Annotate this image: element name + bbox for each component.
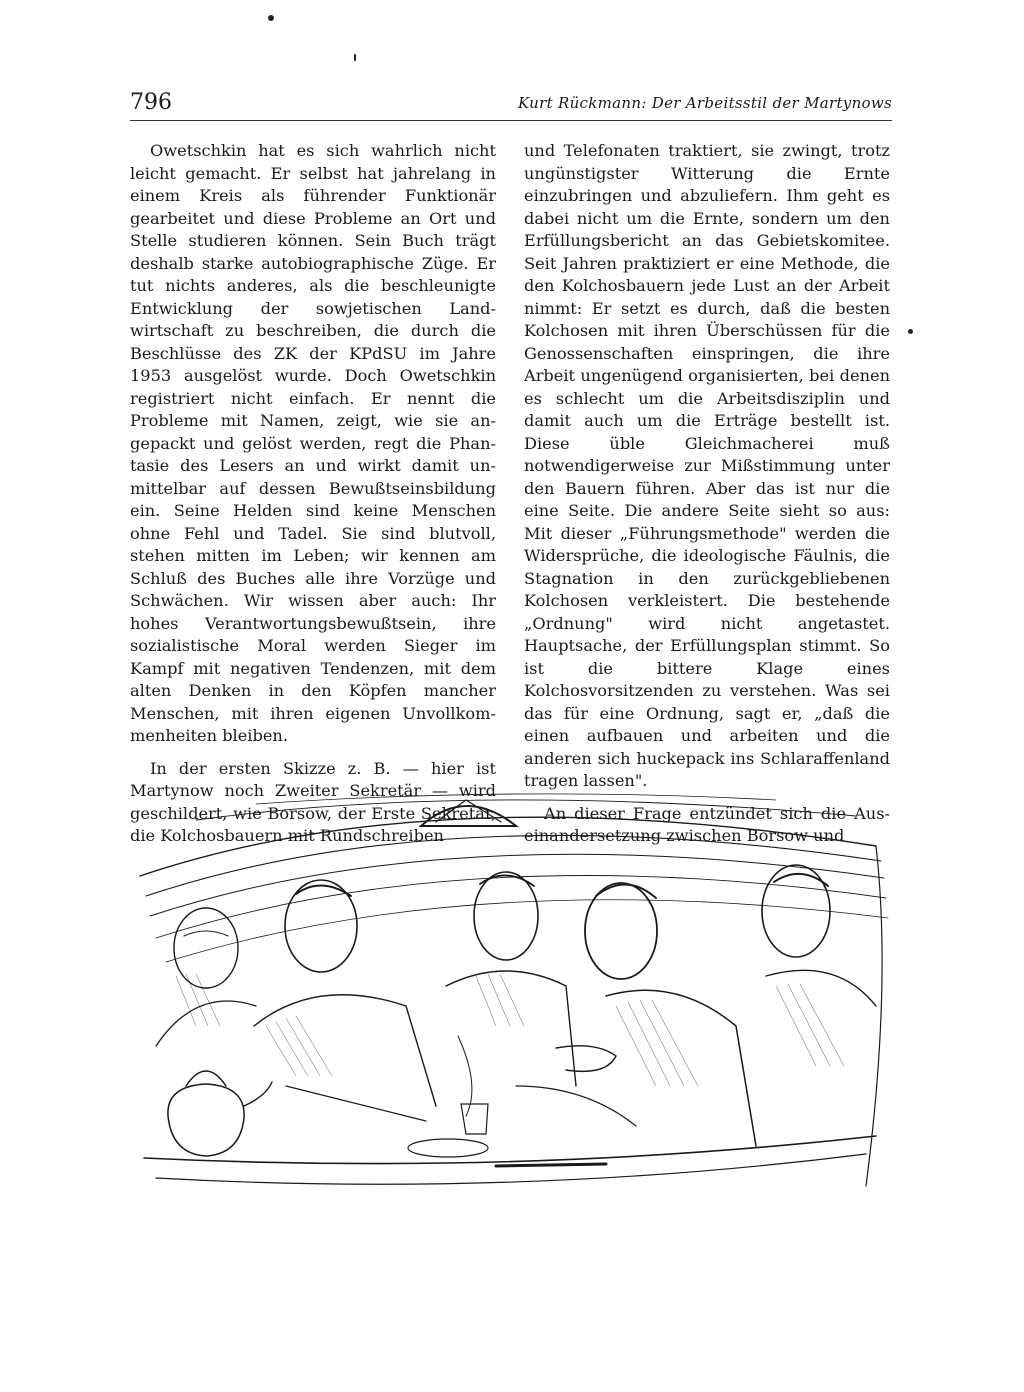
page-header <box>130 86 892 120</box>
page-number: 796 <box>130 90 172 115</box>
ink-speck <box>908 329 913 334</box>
text-column-left <box>130 140 496 858</box>
paragraph: Owetschkin hat es sich wahrlich nicht leicht gemacht. Er selbst hat jahrelang in einem Kreis als führender Funktionär gearbeitet und diese Probleme an Ort und Stelle studieren können. Sein Buch trägt deshalb starke autobiographische Züge. Er tut nichts anderes, als die beschleunigte Entwicklung der sowjetischen Landwirtschaft zu beschreiben, die durch die Beschlüsse des ZK der KPdSU im Jahre 1953 ausgelöst wurde. Doch Owetschkin registriert nicht einfach. Er nennt die Probleme mit Namen, zeigt, wie sie angepackt und gelöst werden, regt die Phantasie des Lesers an und wirkt damit unmittelbar auf dessen Bewußtseinsbildung ein. Seine Helden sind keine Menschen ohne Fehl und Tadel. Sie sind blutvoll, stehen mitten im Leben; wir kennen am Schluß des Buches alle ihre Vorzüge und Schwächen. Wir wissen aber auch: Ihr hohes Verantwortungsbewußtsein, ihre sozialistische Moral werden Sieger im Kampf mit negativen Tendenzen, mit dem alten Denken in den Köpfen mancher Menschen, mit ihren eigenen Unvollkommenheiten bleiben. <box>130 141 496 745</box>
running-head: Kurt Rückmann: Der Arbeitsstil der Martynows <box>517 94 892 112</box>
pen-sketch-illustration-icon <box>136 786 894 1204</box>
pen-sketch-illustration <box>136 786 894 1204</box>
ink-speck <box>268 15 274 21</box>
ink-speck <box>354 54 356 61</box>
paragraph: und Telefonaten traktiert, sie zwingt, trotz ungünstigster Witterung die Ernte einzubringen und abzuliefern. Ihm geht es dabei nicht um die Ernte, sondern um den Erfüllungsbericht an das Gebietskomitee. Seit Jahren praktiziert er eine Methode, die den Kolchosbauern jede Lust an der Arbeit nimmt: Er setzt es durch, daß die besten Kolchosen mit ihren Überschüssen für die Genossenschaften einspringen, die ihre Arbeit ungenügend organisierten, bei denen es schlecht um die Arbeitsdisziplin und damit auch um die Erträge bestellt ist. Diese üble Gleichmacherei muß notwendigerweise zur Mißstimmung unter den Bauern führen. Aber das ist nur die eine Seite. Die andere Seite sieht so aus: Mit dieser „Führungsmethode" werden die Widersprüche, die ideologische Fäulnis, die Stagnation in den zurückgebliebenen Kolchosen verkleistert. Die bestehende „Ordnung" wird nicht angetastet. Hauptsache, der Erfüllungsplan stimmt. So ist die bittere Klage eines Kolchosvorsitzenden zu verstehen. Was sei das für eine Ordnung, sagt er, „daß die einen aufbauen und arbeiten und die anderen sich huckepack ins Schlaraffenland tragen lassen". <box>524 141 890 790</box>
text-column-right <box>524 140 890 858</box>
paragraph: An dieser Frage entzündet sich die Auseinandersetzung zwischen Borsow und <box>524 803 890 845</box>
paragraph: In der ersten Skizze z. B. — hier ist Martynow noch Zweiter Sekretär — wird geschildert, wie Borsow, der Erste Sekretär, die Kolchosbauern mit Rundschreiben <box>130 758 496 845</box>
header-rule <box>130 120 892 121</box>
